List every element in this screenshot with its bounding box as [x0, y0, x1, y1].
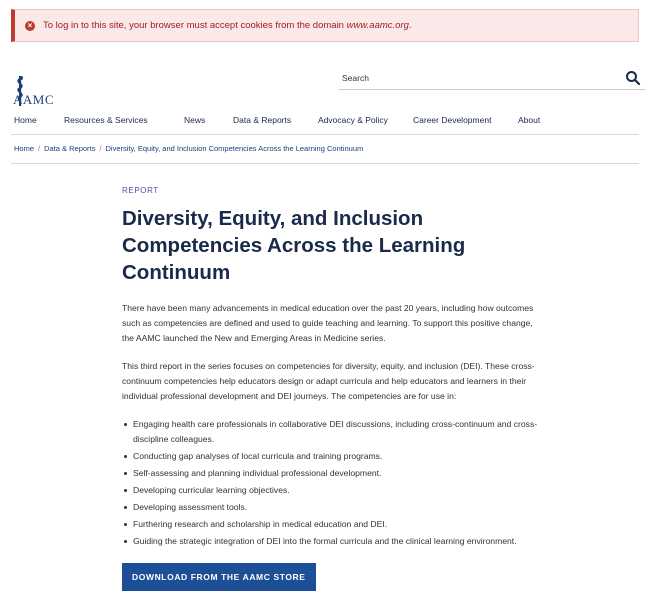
intro-paragraph: There have been many advancements in medical education over the past 20 years, including how outcomes such as competencies are defined and used to guide teaching and learning. To support this positive change, the AAMC launched the New and Emerging Areas in Medicine series. [122, 303, 534, 343]
list-item: Conducting gap analyses of local curricula and training programs. [122, 449, 542, 464]
breadcrumb-separator: / [38, 144, 41, 153]
breadcrumb-separator: / [99, 144, 102, 153]
scope-paragraph: This third report in the series focuses on competencies for diversity, equity, and inclusion (DEI). These cross-continuum competencies help educators design or adapt curricula and help educators and learners in their individual professional development and DEI journeys. The competencies are for use in: [122, 361, 535, 401]
breadcrumb-home[interactable]: Home [14, 144, 35, 153]
alert-text: To log in to this site, your browser must accept cookies from the domain www.aamc.org. [43, 20, 412, 31]
breadcrumb-divider [11, 163, 639, 164]
report-eyebrow: REPORT [122, 186, 159, 195]
error-icon: × [25, 21, 35, 31]
logo-wordmark: AAMC [13, 92, 55, 107]
search-input[interactable]: Search [342, 72, 369, 83]
main-nav [14, 115, 540, 131]
breadcrumb-current: Diversity, Equity, and Inclusion Competencies Across the Learning Continuum [105, 144, 364, 153]
list-item: Guiding the strategic integration of DEI into the formal curricula and the clinical learning environment. [122, 534, 542, 549]
page-title: Diversity, Equity, and Inclusion Competencies Across the Learning Continuum [122, 207, 466, 284]
nav-divider [11, 134, 639, 135]
cookie-alert [11, 9, 639, 42]
nav-item-about[interactable]: About [518, 115, 541, 125]
report-content [122, 186, 542, 591]
nav-item-news[interactable]: News [184, 115, 206, 125]
nav-item-resources[interactable]: Resources & Services [64, 115, 148, 125]
nav-item-advocacy[interactable]: Advocacy & Policy [318, 115, 388, 125]
aamc-logo[interactable] [13, 66, 55, 107]
download-button[interactable]: DOWNLOAD FROM THE AAMC STORE [122, 563, 316, 591]
search-bar[interactable] [339, 66, 645, 90]
list-item: Engaging health care professionals in collaborative DEI discussions, including cross-continuum and cross-discipline colleagues. [122, 417, 542, 447]
list-item: Furthering research and scholarship in medical education and DEI. [122, 517, 542, 532]
nav-item-home[interactable]: Home [14, 115, 37, 125]
use-list [122, 417, 542, 549]
list-item: Developing assessment tools. [122, 500, 542, 515]
nav-item-career[interactable]: Career Development [413, 115, 492, 125]
list-item: Developing curricular learning objectives. [122, 483, 542, 498]
nav-item-data-reports[interactable]: Data & Reports [233, 115, 292, 125]
search-icon[interactable] [625, 70, 641, 86]
list-item: Self-assessing and planning individual professional development. [122, 466, 542, 481]
breadcrumb-data-reports[interactable]: Data & Reports [44, 144, 96, 153]
breadcrumb [14, 144, 363, 153]
